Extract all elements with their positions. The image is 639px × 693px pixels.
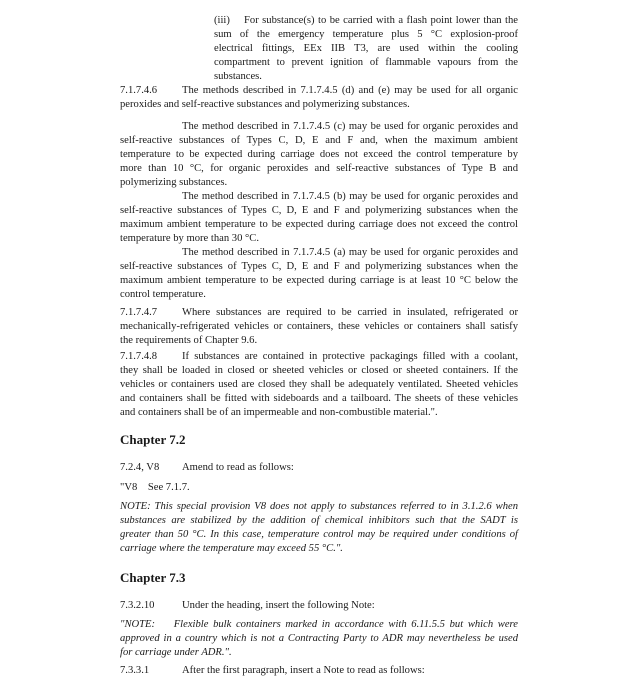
v8-text: "V8 See 7.1.7.: [120, 482, 190, 493]
item-iii-line: sum of the emergency temperature plus 5 °C explosion-proof: [214, 29, 518, 40]
note-line: for carriage under ADR.".: [120, 647, 232, 658]
paragraph-line: self-reactive substances of Types C, D, E and F and polymerizing substances when the: [120, 261, 518, 272]
paragraph-line: The method described in 7.1.7.4.5 (a) may be used for organic peroxides and: [182, 247, 518, 258]
paragraph-line: self-reactive substances of Types C, D, E and F and, when the maximum ambient: [120, 135, 518, 146]
paragraph-line: mechanically-refrigerated vehicles or containers, these vehicles or containers shall satisfy: [120, 321, 518, 332]
note-line: carriage where the temperature may exceed 55 °C.".: [120, 543, 343, 554]
paragraph-7-1-7-4-8: [120, 350, 518, 420]
paragraph-line: temperature to be expected during carriage does not exceed the control temperature by: [120, 149, 518, 160]
v8-line: [120, 481, 518, 495]
paragraph-number: 7.1.7.4.8: [120, 351, 158, 362]
chapter-7-2-heading: Chapter 7.2: [120, 432, 186, 447]
paragraph-number: 7.1.7.4.6: [120, 85, 158, 96]
item-iii-line: compartment to prevent ignition of flammable vapours from the: [214, 57, 518, 68]
note-line: greater than 50 °C. In this case, temperature control may be required under conditions of: [120, 529, 518, 540]
item-iii: [214, 14, 518, 84]
item-iii-line: substances.: [214, 71, 262, 82]
paragraph-line: vehicles or containers used are closed they shall be adequately ventilated. Sheeted vehicles: [120, 379, 518, 390]
paragraph-line: maximum ambient temperature to be expected during carriage does not exceed the control: [120, 219, 518, 230]
paragraph-line: and containers shall be of an impermeable and non-combustible material.".: [120, 407, 438, 418]
amendment-code: 7.3.3.1: [120, 665, 150, 676]
paragraph-line: maximum ambient temperature to be expected during carriage is at least 10 °C below the: [120, 275, 518, 286]
paragraph-7-1-7-4-7: [120, 306, 518, 348]
paragraph-line: The method described in 7.1.7.4.5 (b) may be used for organic peroxides and: [182, 191, 518, 202]
note-v8: [120, 500, 518, 556]
paragraph-number: 7.1.7.4.7: [120, 307, 158, 318]
note-line: approved in a country which is not a Contracting Party to ADR may nevertheless be used: [120, 633, 518, 644]
amendment-7-3-3-1: [120, 664, 518, 678]
paragraph-line: more than 10 °C, for organic peroxides and self-reactive substances of Type B and: [120, 163, 518, 174]
paragraph-line: The method described in 7.1.7.4.5 (c) may be used for organic peroxides and: [182, 121, 518, 132]
chapter-7-3-heading: Chapter 7.3: [120, 570, 186, 585]
amendment-7-2-4-v8: [120, 461, 518, 475]
item-iii-line: electrical fittings, EEx IIB T3, are used within the cooling: [214, 43, 518, 54]
amendment-code: 7.3.2.10: [120, 600, 155, 611]
paragraph-method-a: [120, 246, 518, 302]
amendment-text: After the first paragraph, insert a Note to read as follows:: [182, 665, 425, 676]
amendment-7-3-2-10: [120, 599, 518, 613]
note-flexible-bulk: [120, 618, 518, 660]
note-line: substances are stabilized by the addition of chemical inhibitors such that the SADT is: [120, 515, 518, 526]
item-iii-label: (iii): [214, 15, 230, 26]
note-line: NOTE: This special provision V8 does not apply to substances referred to in 3.1.2.6 when: [120, 501, 518, 512]
item-iii-line: For substance(s) to be carried with a flash point lower than the: [244, 15, 518, 26]
paragraph-7-1-7-4-6: [120, 84, 518, 112]
paragraph-method-b: [120, 190, 518, 246]
paragraph-line: the requirements of Chapter 9.6.: [120, 335, 258, 346]
amendment-text: Under the heading, insert the following Note:: [182, 600, 375, 611]
paragraph-text: peroxides and self-reactive substances and polymerizing substances.: [120, 99, 410, 110]
amendment-code: 7.2.4, V8: [120, 462, 160, 473]
paragraph-text: The methods described in 7.1.7.4.5 (d) and (e) may be used for all organic: [182, 85, 518, 96]
paragraph-line: and containers shall be fitted with sideboards and a tailboard. The sheets of these vehicles: [120, 393, 518, 404]
amendment-text: Amend to read as follows:: [182, 462, 294, 473]
paragraph-method-c: [120, 120, 518, 190]
paragraph-line: polymerizing substances.: [120, 177, 228, 188]
note-line: "NOTE: Flexible bulk containers marked in accordance with 6.11.5.5 but which were: [120, 619, 518, 630]
paragraph-line: control temperature.: [120, 289, 206, 300]
paragraph-line: self-reactive substances of Types C, D, E and F and polymerizing substances when the: [120, 205, 518, 216]
paragraph-line: temperature by more than 30 °C.: [120, 233, 259, 244]
paragraph-text: Where substances are required to be carried in insulated, refrigerated or: [182, 307, 518, 318]
paragraph-line: they shall be loaded in closed or sheeted vehicles or closed or sheeted containers. If the: [120, 365, 518, 376]
paragraph-text: If substances are contained in protective packagings filled with a coolant,: [182, 351, 518, 362]
